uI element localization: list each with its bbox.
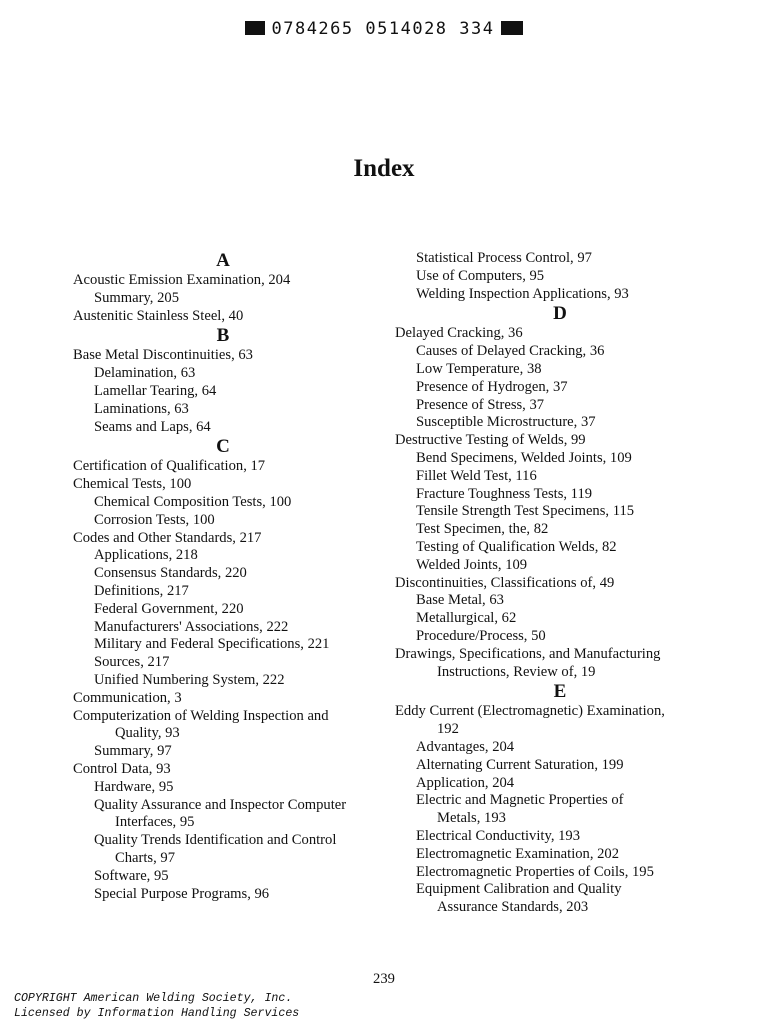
index-entry: Communication, 3 [73, 689, 182, 706]
index-entry: Certification of Qualification, 17 [73, 458, 266, 475]
index-subentry: Definitions, 217 [94, 582, 189, 599]
index-subentry: Presence of Stress, 37 [416, 396, 545, 413]
index-entry-continuation: Quality, 93 [115, 725, 180, 742]
index-subentry: Tensile Strength Test Specimens, 115 [416, 503, 635, 520]
index-subentry: Electrical Conductivity, 193 [416, 827, 581, 844]
copyright-footer [14, 992, 299, 1021]
barcode-mid: 0514028 [365, 19, 448, 39]
index-entry: Austenitic Stainless Steel, 40 [73, 307, 244, 324]
index-subentry: Summary, 205 [94, 289, 179, 306]
copyright-line-2: Licensed by Information Handling Services [14, 1006, 300, 1020]
index-entry: Base Metal Discontinuities, 63 [73, 347, 253, 364]
index-subentry: Quality Assurance and Inspector Computer [94, 796, 347, 813]
index-entry: Delayed Cracking, 36 [395, 325, 523, 342]
index-subentry: Electromagnetic Examination, 202 [416, 845, 620, 862]
index-subentry: Application, 204 [416, 774, 515, 791]
index-subentry: Procedure/Process, 50 [416, 627, 546, 644]
index-subentry: Lamellar Tearing, 64 [94, 382, 217, 399]
section-letter: C [216, 436, 230, 458]
index-subentry: Consensus Standards, 220 [94, 565, 247, 582]
index-subentry: Military and Federal Specifications, 221 [94, 636, 330, 653]
index-subentry: Manufacturers' Associations, 222 [94, 618, 289, 635]
index-subentry: Electric and Magnetic Properties of [416, 792, 624, 809]
index-subentry: Laminations, 63 [94, 400, 189, 417]
index-left-column [73, 250, 373, 903]
index-entry: Discontinuities, Classifications of, 49 [395, 574, 615, 591]
barcode-block-left [245, 21, 265, 35]
index-subentry: Quality Trends Identification and Control [94, 832, 337, 849]
index-subentry: Use of Computers, 95 [416, 267, 545, 284]
index-subentry: Chemical Composition Tests, 100 [94, 493, 292, 510]
index-subentry: Delamination, 63 [94, 365, 196, 382]
section-letter: D [553, 303, 567, 325]
index-subentry: Susceptible Microstructure, 37 [416, 414, 596, 431]
section-letter: B [216, 325, 230, 347]
index-subentry: Statistical Process Control, 97 [416, 250, 592, 266]
page-title: Index [353, 155, 415, 182]
barcode-header [0, 19, 768, 39]
index-subentry: Special Purpose Programs, 96 [94, 885, 270, 902]
index-subentry: Seams and Laps, 64 [94, 418, 211, 435]
barcode-right: 334 [459, 19, 495, 39]
index-entry: Computerization of Welding Inspection and [73, 707, 329, 724]
index-subentry: Applications, 218 [94, 547, 198, 564]
copyright-line-1: COPYRIGHT American Welding Society, Inc. [14, 992, 293, 1005]
index-subentry: Equipment Calibration and Quality [416, 881, 622, 898]
index-entry: Control Data, 93 [73, 760, 171, 777]
index-entry-continuation: Metals, 193 [437, 810, 506, 827]
index-subentry: Hardware, 95 [94, 778, 174, 795]
index-subentry: Testing of Qualification Welds, 82 [416, 538, 617, 555]
index-subentry: Software, 95 [94, 867, 169, 884]
index-subentry: Advantages, 204 [416, 738, 515, 755]
index-entry: Drawings, Specifications, and Manufacturing [395, 645, 661, 662]
index-subentry: Alternating Current Saturation, 199 [416, 756, 624, 773]
index-entry: Acoustic Emission Examination, 204 [73, 272, 291, 288]
index-entry: Codes and Other Standards, 217 [73, 529, 262, 546]
index-entry-continuation: Charts, 97 [115, 849, 175, 866]
index-right-column [395, 250, 725, 917]
page-number: 239 [373, 971, 395, 987]
index-subentry: Federal Government, 220 [94, 600, 244, 617]
index-subentry: Unified Numbering System, 222 [94, 671, 285, 688]
index-entry: Eddy Current (Electromagnetic) Examination, [395, 703, 665, 720]
section-letter: A [216, 250, 230, 271]
index-subentry: Fracture Toughness Tests, 119 [416, 485, 593, 502]
index-subentry: Presence of Hydrogen, 37 [416, 378, 568, 395]
index-subentry: Bend Specimens, Welded Joints, 109 [416, 449, 632, 466]
index-subentry: Electromagnetic Properties of Coils, 195 [416, 863, 654, 880]
index-subentry: Welding Inspection Applications, 93 [416, 285, 629, 302]
index-subentry: Welded Joints, 109 [416, 556, 528, 573]
index-entry-continuation: Interfaces, 95 [115, 814, 195, 831]
index-entry-continuation: Assurance Standards, 203 [437, 899, 589, 916]
index-subentry: Causes of Delayed Cracking, 36 [416, 343, 605, 360]
index-subentry: Summary, 97 [94, 743, 172, 760]
index-subentry: Fillet Weld Test, 116 [416, 467, 537, 484]
index-subentry: Test Specimen, the, 82 [416, 521, 549, 538]
index-subentry: Corrosion Tests, 100 [94, 511, 215, 528]
section-letter: E [553, 681, 567, 703]
index-entry-continuation: Instructions, Review of, 19 [437, 663, 596, 680]
index-subentry: Sources, 217 [94, 654, 170, 671]
index-entry-continuation: 192 [437, 721, 459, 738]
index-entry: Destructive Testing of Welds, 99 [395, 432, 586, 449]
index-subentry: Low Temperature, 38 [416, 360, 542, 377]
barcode-block-right [501, 21, 523, 35]
index-entry: Chemical Tests, 100 [73, 476, 192, 493]
index-subentry: Base Metal, 63 [416, 592, 504, 609]
index-subentry: Metallurgical, 62 [416, 610, 517, 627]
barcode-left: 0784265 [271, 19, 354, 39]
